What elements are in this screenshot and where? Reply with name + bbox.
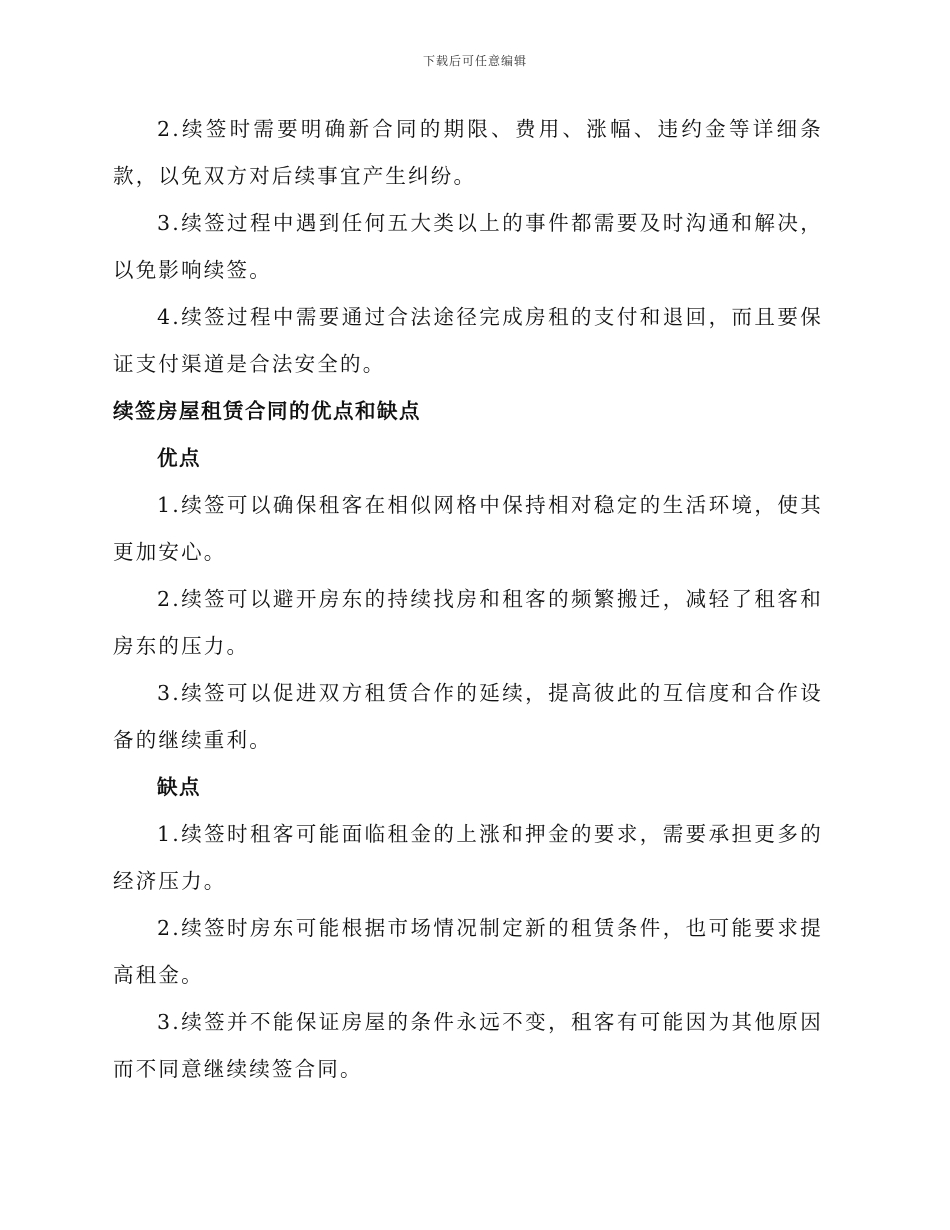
pros-item-1: 1.续签可以确保租客在相似网格中保持相对稳定的生活环境，使其更加安心。 [113, 493, 823, 564]
cons-item-3: 3.续签并不能保证房屋的条件永远不变，租客有可能因为其他原因而不同意继续续签合同。 [113, 1010, 823, 1081]
pros-item-2: 2.续签可以避开房东的持续找房和租客的频繁搬迁，减轻了租客和房东的压力。 [113, 587, 823, 658]
paragraph-renewal-communication: 3.续签过程中遇到任何五大类以上的事件都需要及时沟通和解决，以免影响续签。 [113, 211, 823, 282]
section-title: 续签房屋租赁合同的优点和缺点 [113, 399, 421, 423]
page-header: 下载后可任意编辑 [422, 54, 527, 68]
cons-title: 缺点 [157, 775, 201, 799]
pros-item-3: 3.续签可以促进双方租赁合作的延续，提高彼此的互信度和合作设备的继续重利。 [113, 681, 823, 752]
paragraph-renewal-terms: 2.续签时需要明确新合同的期限、费用、涨幅、违约金等详细条款，以免双方对后续事宜产生纠纷。 [113, 117, 823, 188]
cons-item-1: 1.续签时租客可能面临租金的上涨和押金的要求，需要承担更多的经济压力。 [113, 822, 823, 893]
cons-item-2: 2.续签时房东可能根据市场情况制定新的租赁条件，也可能要求提高租金。 [113, 916, 823, 987]
pros-title: 优点 [157, 446, 201, 470]
document-body [113, 106, 823, 1093]
paragraph-renewal-payment: 4.续签过程中需要通过合法途径完成房租的支付和退回，而且要保证支付渠道是合法安全的。 [113, 305, 823, 376]
